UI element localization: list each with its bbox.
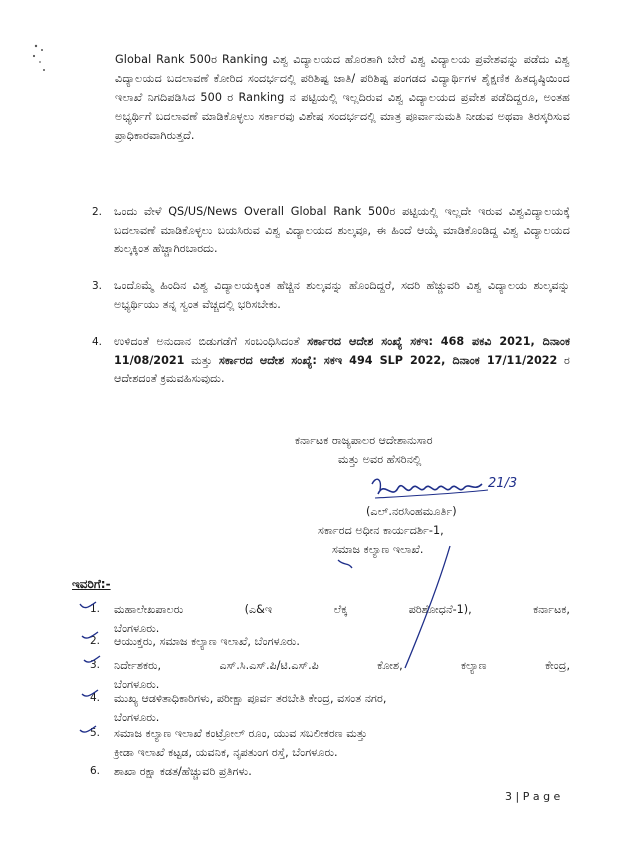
signatory-designation: ಸರ್ಕಾರದ ಅಧೀನ ಕಾರ್ಯದರ್ಶಿ-1, [318,524,444,537]
signature-authority-line-2: ಮತ್ತು ಅವರ ಹೆಸರಿನಲ್ಲಿ [338,453,422,466]
cc-item-5 [90,724,570,762]
cc-item-line: ಬೆಂಗಳೂರು. [114,678,160,691]
cc-item-line: ಶಾಖಾ ರಕ್ಷಾ ಕಡತ/ಹೆಚ್ಚುವರಿ ಪ್ರತಿಗಳು. [114,765,252,778]
government-order-ref-2: ಸರ್ಕಾರದ ಆದೇಶ ಸಂಖ್ಯೆ: ಸಕಇ 494 SLP 2022, ದಿನಾಂಕ 17/11/2022 [218,353,558,367]
list-item-number: 2. [92,206,103,218]
cc-item-4 [90,689,570,727]
cc-item-number: 1. [90,603,101,615]
signature-authority-line-1: ಕರ್ನಾಟಕ ರಾಜ್ಯಪಾಲರ ಆದೇಶಾನುಸಾರ [295,434,433,447]
cc-item-line: ಸಮಾಜ ಕಲ್ಯಾಣ ಇಲಾಖೆ ಕಂಟ್ರೋಲ್ ರೂಂ, ಯುವ ಸಬಲೀಕರಣ ಮತ್ತು [114,727,368,740]
cc-item-line: ಆಯುಕ್ತರು, ಸಮಾಜ ಕಲ್ಯಾಣ ಇಲಾಖೆ, ಬೆಂಗಳೂರು. [114,635,300,648]
cc-item-line: ಕ್ರೀಡಾ ಇಲಾಖೆ ಕಟ್ಟಡ, ಯವನಿಕ, ನೃಪತುಂಗ ರಸ್ತೆ, ಬೆಂಗಳೂರು. [114,746,338,759]
cc-heading: ಇವರಿಗೆ:- [72,577,111,591]
page-number-footer: 3 | P a g e [505,790,561,803]
handwritten-tick-marks-icon [74,598,114,748]
scan-marks-icon [28,40,50,80]
government-order-ref-1: ಸರ್ಕಾರದ ಆದೇಶ ಸಂಖ್ಯೆ ಸಕಇ: 468 ಪಕವಿ 2021, ದಿನಾಂಕ 11/08/2021 [114,335,570,367]
cc-item-6 [90,762,570,781]
signatory-name: (ಎಲ್.ನರಸಿಂಹಮೂರ್ತಿ) [366,505,457,518]
list-item-3 [92,277,570,314]
list-item-text: ಒಂದು ವೇಳೆ QS/US/News Overall Global Rank 500ರ ಪಟ್ಟಿಯಲ್ಲಿ ಇಲ್ಲದೇ ಇರುವ ವಿಶ್ವವಿದ್ಯಾಲಯಕ್ಕೆ ಬದಲಾವಣೆ ಮಾಡಿಕೊಳ್ಳಲು ಬಯಸಿರುವ ವಿಶ್ವ ವಿದ್ಯಾಲಯದ ಶುಲ್ಕವೂ, ಈ ಹಿಂದೆ ಆಯ್ಕೆ ಮಾಡಿಕೊಂಡಿದ್ದ ವಿಶ್ವ ವಿದ್ಯಾಲಯದ ಶುಲ್ಕಕ್ಕಿಂತ ಹೆಚ್ಚಾಗಿರಬಾರದು. [114,205,570,255]
cc-item-number: 5. [90,727,101,739]
signature-date: 21/3 [488,476,518,491]
list-item-4 [92,333,570,389]
cc-item-2 [90,632,570,651]
cc-item-line: ಬೆಂಗಳೂರು. [114,711,160,724]
cc-item-line: ಮುಖ್ಯ ಆಡಳಿತಾಧಿಕಾರಿಗಳು, ಪರೀಕ್ಷಾ ಪೂರ್ವ ತರಬೇತಿ ಕೇಂದ್ರ, ವಸಂತ ನಗರ, [114,692,387,705]
item4-text-before: ಉಳಿದಂತೆ ಅನುದಾನ ಬಿಡುಗಡೆಗೆ ಸಂಬಂಧಿಸಿದಂತೆ [114,335,308,348]
cc-item-number: 2. [90,635,101,647]
cc-item-line: ಬೆಂಗಳೂರು. [114,622,160,635]
signatory-department: ಸಮಾಜ ಕಲ್ಯಾಣ ಇಲಾಖೆ. [332,543,424,556]
list-item-number: 4. [92,336,103,348]
item4-text-mid: ಮತ್ತು [184,353,219,367]
cc-item-number: 4. [90,692,101,704]
item4-text-after: ರ ಆದೇಶದಂತೆ ಕ್ರಮವಹಿಸುವುದು. [114,353,570,385]
cc-item-number: 6. [90,765,101,777]
cc-item-line: ನಿರ್ದೇಶಕರು, ಎಸ್.ಸಿ.ಎಸ್.ಪಿ/ಟಿ.ಎಸ್.ಪಿ ಕೋಶ, ಕಲ್ಯಾಣ ಕೇಂದ್ರ, [114,659,570,672]
list-item-number: 3. [92,280,103,292]
cc-item-line: ಮಹಾಲೇಖಪಾಲರು (ಎ&ಇ ಲೆಕ್ಕ ಪರಿಶೋಧನೆ-1), ಕರ್ನಾಟಕ, [114,603,570,616]
cc-item-number: 3. [90,659,101,671]
list-item-2 [92,203,570,259]
list-item-text: ಒಂದೊಮ್ಮೆ ಹಿಂದಿನ ವಿಶ್ವ ವಿದ್ಯಾಲಯಕ್ಕಿಂತ ಹೆಚ್ಚಿನ ಶುಲ್ಕವನ್ನು ಹೊಂದಿದ್ದರೆ, ಸದರಿ ಹೆಚ್ಚುವರಿ ವಿಶ್ವ ವಿದ್ಯಾಲಯ ಶುಲ್ಕವನ್ನು ಅಭ್ಯರ್ಥಿಯು ತನ್ನ ಸ್ವಂತ ವೆಚ್ಚದಲ್ಲಿ ಭರಿಸಬೇಕು. [114,279,570,311]
list-item-text [114,333,570,389]
intro-paragraph: Global Rank 500ರ Ranking ವಿಶ್ವ ವಿದ್ಯಾಲಯದ ಹೊರತಾಗಿ ಬೇರೆ ವಿಶ್ವ ವಿದ್ಯಾಲಯ ಪ್ರವೇಶವನ್ನು ಪಡೆದು ವಿಶ್ವ ವಿದ್ಯಾಲಯದ ಬದಲಾವಣೆ ಕೋರಿದ ಸಂದರ್ಭದಲ್ಲಿ ಪರಿಶಿಷ್ಟ ಜಾತಿ/ ಪರಿಶಿಷ್ಟ ಪಂಗಡದ ವಿದ್ಯಾರ್ಥಿಗಳ ಶೈಕ್ಷಣಿಕ ಹಿತದೃಷ್ಠಿಯಿಂದ ಇಲಾಖೆ ನಿಗದಿಪಡಿಸಿದ 500 ರ Ranking ನ ಪಟ್ಟಿಯಲ್ಲಿ ಇಲ್ಲದಿರುವ ವಿಶ್ವ ವಿದ್ಯಾಲಯದ ಪ್ರವೇಶ ಪಡೆದಿದ್ದರೂ, ಅಂತಹ ಅಭ್ಯರ್ಥಿಗೆ ಬದಲಾವಣೆ ಮಾಡಿಕೊಳ್ಳಲು ಸರ್ಕಾರವು ವಿಶೇಷ ಸಂದರ್ಭದಲ್ಲಿ ಮಾತ್ರ ಪೂರ್ವಾನುಮತಿ ನೀಡುವ ಅಥವಾ ತಿರಸ್ಕರಿಸುವ ಪ್ರಾಧಿಕಾರವಾಗಿರುತ್ತದೆ. [115,53,570,142]
